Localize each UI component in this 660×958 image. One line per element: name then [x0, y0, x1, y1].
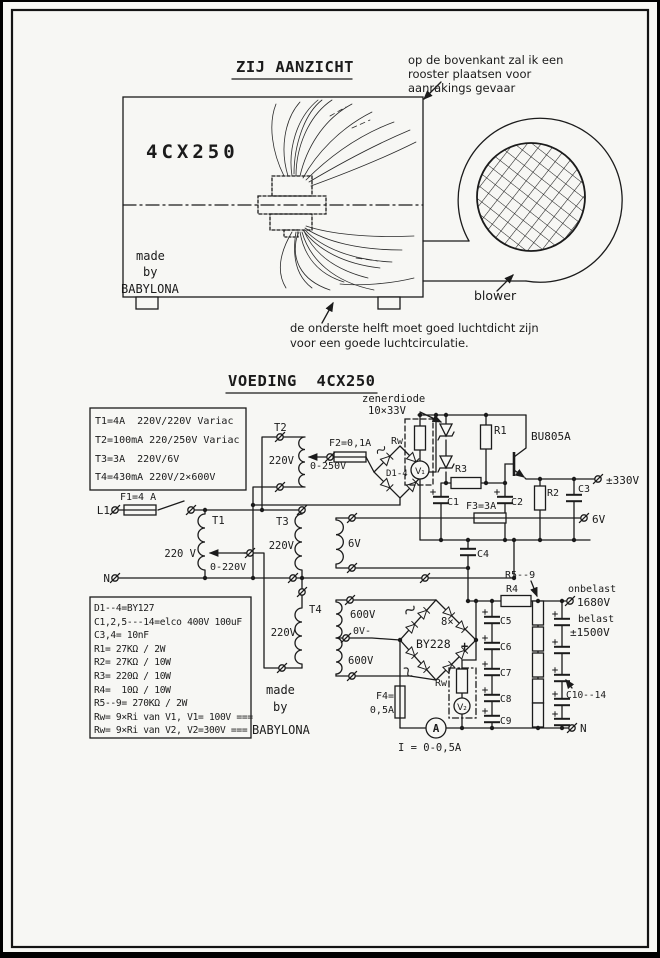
label-zener-2: 10×33V: [368, 405, 406, 417]
transformer-spec-box: [90, 408, 246, 490]
note-line: op de bovenkant zal ik een: [408, 53, 564, 67]
spec-line: T2=100mA 220/250V Variac: [95, 435, 240, 446]
label-t2-tap: 0-250V: [310, 461, 347, 472]
label-l1: L1: [96, 504, 110, 517]
part-line: Rw= 9×Ri van V1, V1= 100V ===: [94, 712, 253, 723]
label-out-6v: 6V: [592, 513, 606, 526]
tube-type-label: 4CX250: [146, 141, 239, 163]
label-c10-14: C10--14: [566, 690, 607, 701]
psu-made-by: [252, 683, 311, 737]
label-c8: C8: [500, 694, 512, 705]
capacitor-c3: [566, 495, 583, 502]
polarity-plus: [430, 489, 436, 495]
resistor-rw1: [415, 426, 426, 450]
label-out-330v: ±330V: [606, 474, 640, 487]
blower: [423, 118, 622, 303]
capacitor-c4: [460, 549, 477, 556]
label-t2: T2: [274, 422, 287, 434]
enclosure-foot: [136, 297, 158, 309]
label-rw1: Rw: [390, 436, 403, 447]
zener-diode: [438, 424, 454, 440]
label-r2: R2: [547, 488, 560, 499]
label-onbelast: onbelast: [568, 584, 617, 595]
label-c5: C5: [500, 616, 512, 627]
label-c7: C7: [500, 668, 512, 679]
label-t4-600v-top: 600V: [350, 609, 376, 621]
label-belast: belast: [578, 614, 615, 625]
label-zener-1: zenerdiode: [362, 393, 426, 405]
label-r5-9: R5--9: [505, 570, 536, 581]
spec-line: T3=3A 220V/6V: [95, 454, 180, 465]
made-by-line: by: [143, 265, 158, 279]
label-t3-prim: 220V: [268, 540, 294, 552]
side-view-title: ZIJ AANZICHT: [236, 58, 354, 76]
label-t1: T1: [212, 515, 225, 527]
r5-9-pointer-arrow: [531, 581, 537, 596]
part-line: C3,4= 10nF: [94, 630, 149, 641]
label-n-out: N: [580, 722, 587, 735]
ac-tilde: [405, 605, 416, 616]
part-line: Rw= 9×Ri van V2, V2=300V ===: [94, 725, 248, 736]
spec-line: T4=430mA 220V/2×600V: [95, 472, 216, 483]
label-ammeter: A: [432, 722, 440, 735]
label-r3: R3: [455, 464, 468, 475]
label-f1: F1=4 A: [120, 492, 157, 503]
note-line: de onderste helft moet goed luchtdicht zijn: [290, 321, 539, 335]
label-bu805a: BU805A: [531, 430, 571, 443]
label-t2-prim: 220V: [268, 455, 294, 467]
label-c6: C6: [500, 642, 512, 653]
label-rw2: Rw: [434, 678, 447, 689]
label-t4-600v-bottom: 600V: [348, 655, 374, 667]
parts-list-box: [90, 597, 253, 738]
part-line: R4= 10Ω / 10W: [94, 685, 171, 696]
ac-tilde: [376, 445, 386, 455]
label-v2: V₂: [457, 703, 467, 713]
mains-switch: [158, 501, 184, 510]
polarity-plus: [494, 489, 500, 495]
part-line: R5--9= 270KΩ / 2W: [94, 698, 188, 709]
label-t4-prim: 220V: [270, 627, 296, 639]
resistor-r4: [501, 596, 531, 607]
label-by228-plus: +: [461, 639, 469, 653]
bleeder-chain-r5-9: [533, 601, 544, 727]
spec-line: T1=4A 220V/220V Variac: [95, 416, 234, 427]
bu805a-emitter-arrow: [514, 470, 524, 477]
label-v1: V₁: [415, 467, 425, 477]
zener-diode: [438, 456, 454, 472]
label-f4-value: 0,5A: [369, 705, 394, 716]
made-by-line: BABYLONA: [121, 282, 179, 296]
label-f2: F2=0,1A: [329, 438, 372, 449]
label-1680v: 1680V: [577, 596, 611, 609]
made-by-line: made: [266, 683, 295, 697]
zener-pointer-arrow: [420, 412, 441, 422]
label-t3-sec: 6V: [348, 538, 361, 550]
part-line: R3= 220Ω / 10W: [94, 671, 171, 682]
resistor-rw2: [457, 669, 468, 693]
label-n-in: N: [103, 572, 110, 585]
label-1500v: ±1500V: [570, 626, 610, 639]
label-by228-count: 8×: [441, 616, 454, 628]
side-view-section: [121, 53, 622, 350]
made-by-line: by: [273, 700, 288, 714]
amplifier-enclosure: [121, 97, 423, 309]
part-line: C1,2,5---14=elco 400V 100uF: [94, 617, 242, 628]
enclosure-foot: [378, 297, 400, 309]
label-f3: F3=3A: [466, 501, 497, 512]
label-t3: T3: [276, 516, 289, 528]
blower-grille: [477, 143, 585, 251]
label-r1: R1: [494, 425, 507, 437]
made-by-line: made: [136, 249, 165, 263]
part-line: D1--4=BY127: [94, 603, 155, 614]
resistor-r3: [451, 478, 481, 489]
note-line: aanrakings gevaar: [408, 81, 516, 95]
made-by-line: BABYLONA: [252, 723, 310, 737]
label-c9: C9: [500, 716, 512, 727]
label-by228: BY228: [416, 637, 451, 651]
enclosure-box: [123, 97, 423, 297]
label-d1-4: D1-4: [386, 469, 408, 479]
note-arrow: [322, 303, 333, 323]
label-c2: C2: [511, 497, 524, 508]
part-line: R1= 27KΩ / 2W: [94, 644, 166, 655]
top-annotation: [408, 53, 563, 99]
fuse-f4: [395, 686, 405, 718]
label-current: I = 0-0,5A: [398, 742, 462, 754]
resistor-r2: [535, 486, 546, 510]
label-t4: T4: [309, 604, 322, 616]
bottom-annotation: [290, 303, 539, 350]
psu-title: VOEDING 4CX250: [228, 372, 376, 390]
label-f4: F4=: [375, 691, 394, 702]
note-line: voor een goede luchtcirculatie.: [290, 336, 469, 350]
label-t4-0v: 0V-: [353, 626, 372, 637]
fuse-f3: [474, 513, 506, 523]
part-line: R2= 27KΩ / 10W: [94, 657, 171, 668]
resistor-r1: [481, 425, 492, 449]
psu-section: [90, 372, 639, 754]
label-c1: C1: [447, 497, 460, 508]
label-c3: C3: [578, 484, 591, 495]
label-t1-prim: 220 V: [164, 548, 196, 560]
label-r4: R4: [506, 584, 519, 595]
label-c4: C4: [477, 549, 490, 560]
fuse-f1: [124, 505, 156, 515]
blower-label: blower: [474, 288, 517, 303]
note-line: rooster plaatsen voor: [408, 67, 532, 81]
label-t1-tap: 0-220V: [210, 562, 247, 573]
